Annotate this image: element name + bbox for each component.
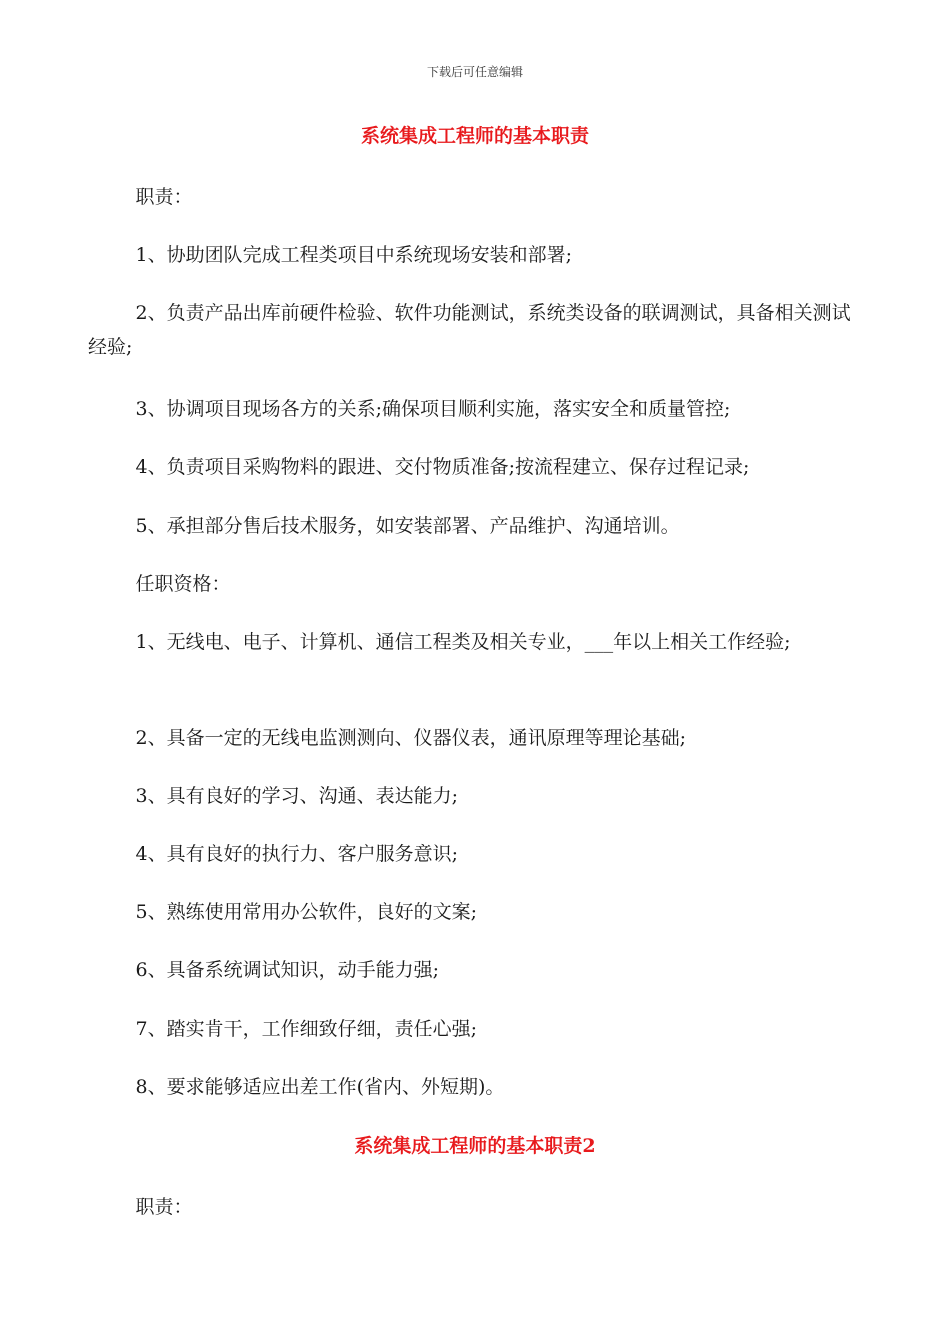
qualification-item: 2、具备一定的无线电监测测向、仪器仪表，通讯原理等理论基础; — [135, 727, 686, 749]
qualification-item: 5、熟练使用常用办公软件，良好的文案; — [135, 901, 477, 923]
qualification-item: 4、具有良好的执行力、客户服务意识; — [135, 843, 458, 865]
qualification-item: 1、无线电、电子、计算机、通信工程类及相关专业，___年以上相关工作经验; — [135, 631, 791, 653]
qualification-item: 6、具备系统调试知识，动手能力强; — [135, 959, 439, 981]
qualification-item: 8、要求能够适应出差工作(省内、外短期)。 — [135, 1076, 505, 1098]
qualification-item: 3、具有良好的学习、沟通、表达能力; — [135, 785, 458, 807]
duty-item: 1、协助团队完成工程类项目中系统现场安装和部署; — [135, 244, 572, 266]
qualifications-heading: 任职资格： — [135, 573, 231, 595]
document-title: 系统集成工程师的基本职责 — [360, 125, 589, 147]
qualification-item: 7、踏实肯干，工作细致仔细，责任心强; — [135, 1018, 477, 1040]
duties-heading: 职责： — [135, 186, 193, 208]
duty-item: 4、负责项目采购物料的跟进、交付物质准备;按流程建立、保存过程记录; — [135, 456, 750, 478]
section2-title: 系统集成工程师的基本职责2 — [354, 1135, 596, 1157]
duty-item: 2、负责产品出库前硬件检验、软件功能测试，系统类设备的联调测试，具备相关测试经验; — [88, 302, 851, 358]
section2-duties-heading: 职责： — [135, 1196, 193, 1218]
page-header: 下载后可任意编辑 — [426, 65, 523, 79]
duty-item: 3、协调项目现场各方的关系;确保项目顺利实施，落实安全和质量管控; — [135, 398, 731, 420]
duty-item: 5、承担部分售后技术服务，如安装部署、产品维护、沟通培训。 — [135, 515, 680, 537]
